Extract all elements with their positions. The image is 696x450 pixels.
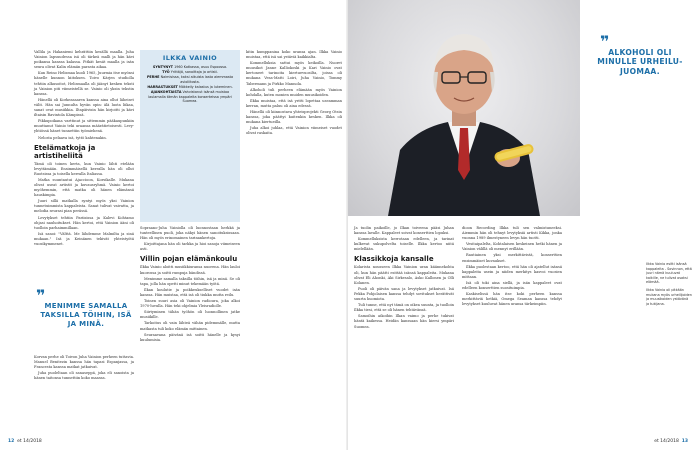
body-paragraph: Ja tuolin paikoille, jo Ilkan toiveena pääsi Juhan kanssa lavalle. Kappaleet soivat konserttien lopuksi. [354,226,454,236]
page-footer-left [8,439,42,444]
fact-value: Mökkeily kalastus ja lukeminen. [178,84,233,89]
body-paragraph: Isä sanoi: "Välttä. Me lähdemme Malmilta ja sinä mukaan." Isä ja Keinänen tekivät yhteistyötä vuosikymmenet. [34,231,134,246]
portrait-photo [348,0,580,216]
fact-box-row [146,85,234,90]
body-paragraph: Hänellä oli kiinnostava yhteisprojekti Georg Otsin kanssa, joka päättyi kuitenkin kesken. Ilkka oli mukana kiertueilla. [246,110,342,125]
quote-mark-icon: ❞ [600,32,610,51]
body-paragraph: Kaskiselissä hän itse koki perheen kanssa merkittäviä hetkiä, Omega Seaman kanssa tehdyt levytykset kuuluvat hänen uransa tärkeimpiin. [462,292,562,307]
fact-box-title: ILKKA VAINIO [162,54,218,62]
body-paragraph: Korvan perhe oli Toivon Juha Vainion perheen tuttavia. Manuel Benitezin kanssa hän tapasi Espanjassa, ja Francesta kanssa matkat jatkuivat. [34,355,134,370]
section-heading: Klassikkoja kansalle [354,255,434,264]
body-paragraph: Tämä oli toinen kerta, kun Vainio lähti etelään levyttämään. Ensimmäisellä kerralla hän oli ollut Ruotsissa ja toisella kerralla Italiassa. [34,161,134,176]
body-paragraph: Isä oli toki aina siellä, ja isän kappaleet ovat edelleen konserttien suosituimpia. [462,280,562,291]
right-page-column-1 [354,226,454,331]
fact-label: TYÖ [162,70,170,75]
fact-label: AJANKOHTAISTA [150,89,182,94]
body-paragraph: Kommelluksia sattui myös keikoilla. Nuoret muusikot Janne Kalliokoski ja Kari Vainio ovat kertoneet tarinoita kiertuevuosilta, joissa oli mukana Vesa-Matti Loiri, Juha Vainio, Tommy Tabermann ja Pirkko Mannola. [246,61,342,86]
right-page [348,0,696,450]
fact-box [140,50,240,222]
pull-quote-text: MENIMME SAMALLA TAKSILLA TÖIHIN, ISÄ JA MINÄ. [40,302,132,328]
pull-quote-left [36,286,136,329]
body-paragraph: Ilkka puolestaan kertoo, että hän oli ajatellut isänsä kappaleita usein ja niiden merkitys kasvoi vuosien mittaan. [462,264,562,279]
body-paragraph: Siirtyminen tähän työhön oli luonnollinen jatke musiikille. [140,310,240,320]
body-paragraph: Matka suuntautui Ajaccioon, Korsikalle. Mukana olivat useat artistit ja kuvausryhmä. Vainio kertoi myöhemmin, että matka oli hänen elämänsä hauskimpia. [34,177,134,198]
fact-label: HARRASTUKSET [147,84,178,89]
body-paragraph: Levytykset tehtiin Pariisissa ja Kalevi Kohtamo ohjasi nauhoitukset. Hän kertoi, että Vainion ääni oli tuolloin parhaimmillaan. [34,215,134,230]
page-footer-right [654,439,688,444]
caption-paragraph: Ilkka Vainio oli pitkään mukana myös urheilijoiden ja muusikoiden ystävänä ja tukijana. [646,287,692,306]
fact-box-row [146,65,234,70]
page-number: 12 [8,439,15,444]
body-paragraph: Ilkka muistaa, että isä yritti lopettaa useamman kerran, mutta paluu oli aina edessä. [246,98,342,108]
body-paragraph: dioon Recording Ilkka tuli sen valmistuneeksi. Aiemmin hän oli tehnyt levytyksiä artisti Kikka, jonka vuonna 1989 ilmestyneen levyn hän tuotti. [462,226,562,241]
body-paragraph: kitin kumppanina koko uransa ajan. Ilkka Vainio muistaa, että isä sai ystäviä kaikkialta. [246,50,342,60]
fact-box-row [146,75,234,84]
body-paragraph: Pikkupoikana varttinut ja sittemmin pääkaupunkiin muuttanut Vainio teki uraansa määrätietoisesti. Levy-yhtiössä hänet tunnettiin työmiehenä. [34,119,134,134]
photo-caption [646,262,692,309]
body-paragraph: Kolarista nousseen Ilkka Vainion uran käännekohta oli, kun hän päätti esittää isänsä kappaleita. Mukana olivat Eli Ahonki, Aki Sirkesalo, Asko Kallonen ja Olli Kolanen. [354,265,454,285]
body-paragraph: Tuli tunne, että nyt tämä on oikea suunta, ja tuolloin Ilkka tiesi, että se oli hänen tehtävänsä. [354,303,454,313]
left-page-column-1-bottom [34,355,134,382]
quote-mark-icon: ❞ [36,286,46,305]
body-paragraph: Tarkoitus oli vain lähteä vähän pidemmälle, mutta matkasta tuli koko elämän mittainen. [140,321,240,331]
fact-label: SYNTYNYT [152,65,173,69]
body-paragraph: Kirjoittajana hän oli tarkka ja hioi sanoja viimeiseen asti. [140,242,240,252]
body-paragraph: Alkoholi tuli perheen elämään myös Vainion kohdalla, kuten monien muiden muusikoiden. [246,87,342,97]
fact-value: Yrittäjä, sanoittaja ja artisti. [170,70,218,75]
body-paragraph: Vallila ja Hakaniemi kehrättiin kesällä maalla. Juha Vainion lapsuudessa isä oli tärkeä malli ja hän kävi poikansa kanssa kalassa. Pitkät kesät maalla ja isän seura olivat Kalin elämän parasta aikaa. [34,50,134,70]
left-page-column-3 [246,50,342,138]
fact-box-row [146,70,234,75]
fact-value: Naimisissa, kaksi aikuista lasta aiemmasta avioliitosta. [160,75,234,84]
fact-label: PERHE [146,75,160,80]
fact-box-row [146,90,234,104]
body-paragraph: Rautiainen yksi merkittävistä, konserttien ensimmäiset kuvaukset. [462,253,562,263]
body-paragraph: Puoli oli päivän sana ja levytykset jatkuivat. Isä Pekka Pohjolaisen kanssa tehdyt sovitukset herättivät suurta huomiota. [354,286,454,302]
issue-folio: et 14/2018 [654,439,679,444]
body-paragraph: Juuri sillä matkalla syntyi myös yksi Vainion tunnetuimmista kappaleista. Sanat tulivat vaivatta, ja melodia seurasi pian perässä. [34,199,134,214]
pull-quote-right [592,32,688,76]
body-paragraph: Hänellä oli Korkeasaaren kanssa aina ollut läheiset välit. Hän sai Junnulta hyvän opin: älä luota liikaa, sanat ovat musiikkia. Iltapäivisin hän kirjoitti ja kävi iltaisin Ravintola Kämpissä. [34,97,134,118]
body-paragraph: Ilkka Vainio aloitti musiikkiuransa nuorena. Hän lauloi kuorossa ja soitti rumpuja bändissä. [140,265,240,275]
body-paragraph: Kommelluksista kerrotaan edelleen, ja tarinat kulkevat sukupolvelta toiselle. Ilkka kertoo niitä mielellään. [354,237,454,252]
body-paragraph: Nelosta pelaava isä, tyttö kahtenakin. [38,135,107,140]
fact-value: 1960 Kotkassa, asuu Espoossa. [174,65,228,69]
pull-quote-text: ALKOHOLI OLI MINULLE URHEILU-JUOMAA. [597,48,683,76]
section-heading: Etelämatkoja ja artistiheliitä [34,143,96,160]
body-paragraph: Samoihin aikoihin Ilkan vaimo ja perhe tukivat häntä kaikessa. Heidän kanssaan hän kiersi ympäri Suomea. [354,314,454,329]
body-paragraph: Seuraavana päivänä isä soitti hänelle ja kysyi kuulumisia. [140,332,240,342]
left-page-column-2 [140,226,240,344]
fact-value: Vahvistanut isänsä muistoa laulamalla tämän kappaleita konserteissa ympäri Suomea. [148,89,232,104]
section-heading: Villin pojan elämänkoulu [140,255,238,264]
caption-paragraph: Ilkka Vainio esitti isänsä kappaleita - Sovinnon, että juuri nämä kuuluvat kaikille, ne tulivat osaksi elämää. [646,262,692,285]
portrait-illustration [348,0,580,216]
page-number: 13 [681,439,688,444]
body-paragraph: Kun Reino Helismaa kuoli 1965, Juurmia itse myönsi hänelle kunnon kiitoksen. Toivo Kärjen studiolla tehtiin alkusoitot, Helismaalla oli jäänyt kesken teksti ja Vainion piti viimeistellä se. Vainio oli yksin tekstin kanssa. [34,71,134,96]
body-paragraph: Vesitaipalelta, Kohtalaisen keskeinen hetki hänen ja Vainion välillä oli mennyt erillään. [462,242,562,252]
body-paragraph: Toinen suuri asia oli Vainion radioura, joka alkoi 1970-luvulla. Hän teki ohjelmia Yleisradiolle. [140,299,240,309]
body-paragraph: Sopraano-Juha Vainiolla oli luonnostaan herkkä ja tunteellinen puoli, joka näkyi hänen sanoituksissaan. Hän oli myös erinomainen tarinankertoja. [140,226,240,241]
body-paragraph: Juha alkoi juhlaa, että Vainion viimeiset vuodet olivat raskaita. [246,126,342,136]
body-paragraph: Ilkan koulutie ja poikkeukselliset vuodet isän kanssa. Hän muistaa, että isä oli tiukka mutta reilu. [140,287,240,297]
issue-folio: et 14/2018 [17,439,42,444]
body-paragraph: Juha puoleltaan oli sanaseppä, joka eli sanoista ja hänen taitonsa tunnettiin koko maassa. [34,371,134,381]
right-page-column-2 [462,226,562,308]
body-paragraph: Menimme samalla taksilla töihin, isä ja minä. Se oli tapa, jolla hän opetti minut tekemään työtä. [140,276,240,286]
left-page-column-1 [34,50,134,248]
